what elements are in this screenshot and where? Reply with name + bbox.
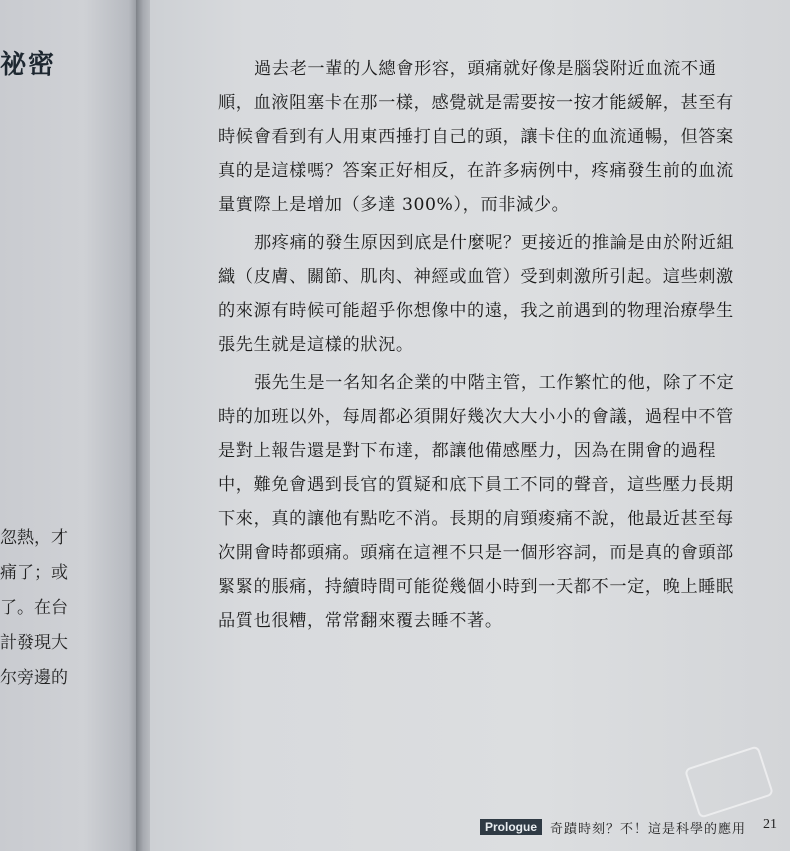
- paragraph: [218, 366, 738, 638]
- text-line: 那疼痛的發生原因到底是什麼呢？更接近的推論是由於附近組: [254, 233, 735, 253]
- left-page-heading: 祕密: [0, 50, 57, 80]
- running-title: 奇蹟時刻？不！這是科學的應用: [550, 821, 747, 837]
- left-page: [0, 0, 140, 851]
- left-page-text: [0, 521, 68, 696]
- text-line: 過去老一輩的人總會形容，頭痛就好像是腦袋附近血流不通: [254, 59, 717, 79]
- left-line: 了。在台: [0, 598, 68, 618]
- text-line: 緊緊的脹痛，持續時間可能從幾個小時到一天都不一定，晚上睡眠: [218, 577, 734, 597]
- text-line: 時候會看到有人用東西捶打自己的頭，讓卡住的血流通暢，但答案: [218, 127, 734, 147]
- body-text: [218, 52, 738, 642]
- paragraph: [218, 52, 738, 222]
- left-line: 尔旁邊的: [0, 668, 68, 688]
- text-line: 是對上報告還是對下布達，都讓他備感壓力，因為在開會的過程: [218, 441, 717, 461]
- text-line: 真的是這樣嗎？答案正好相反，在許多病例中，疼痛發生前的血流: [218, 161, 734, 181]
- text-line: 張先生是一名知名企業的中階主管，工作繁忙的他，除了不定: [254, 373, 735, 393]
- left-line: 忽熱，才: [0, 528, 68, 548]
- paragraph: [218, 226, 738, 362]
- text-line: 順，血液阻塞卡在那一樣，感覺就是需要按一按才能緩解，甚至有: [218, 93, 734, 113]
- left-line: 痛了；或: [0, 563, 68, 583]
- text-line: 時的加班以外，每周都必須開好幾次大大小小的會議，過程中不管: [218, 407, 734, 427]
- text-line: 中，難免會遇到長官的質疑和底下員工不同的聲音，這些壓力長期: [218, 475, 734, 495]
- text-line: 量實際上是增加（多達 300%），而非減少。: [218, 195, 570, 215]
- text-line: 的來源有時候可能超乎你想像中的遠，我之前遇到的物理治療學生: [218, 301, 734, 321]
- text-line: 織（皮膚、關節、肌肉、神經或血管）受到刺激所引起。這些刺激: [218, 267, 734, 287]
- text-line: 下來，真的讓他有點吃不消。長期的肩頸痠痛不說，他最近甚至每: [218, 509, 734, 529]
- page-number: 21: [763, 817, 777, 832]
- left-line: 計發現大: [0, 633, 68, 653]
- text-line: 品質也很糟，常常翻來覆去睡不著。: [218, 611, 503, 631]
- text-line: 張先生就是這樣的狀況。: [218, 335, 414, 355]
- text-line: 次開會時都頭痛。頭痛在這裡不只是一個形容詞，而是真的會頭部: [218, 543, 734, 563]
- page-footer: [480, 817, 777, 837]
- prologue-badge: Prologue: [480, 819, 542, 835]
